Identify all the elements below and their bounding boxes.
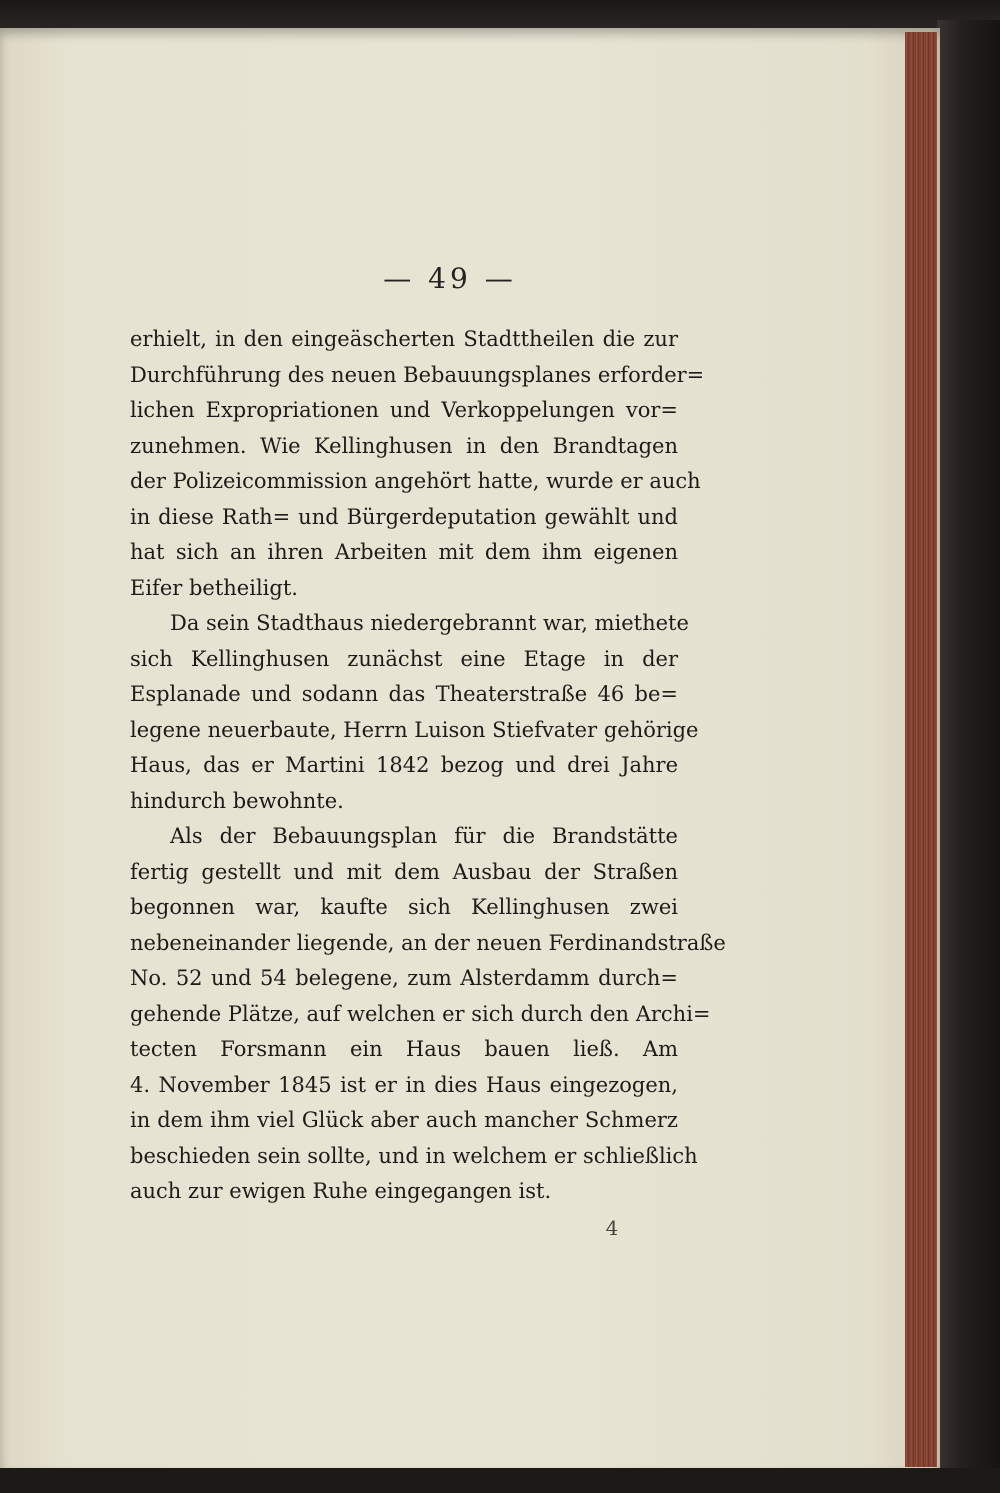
paragraph-2: [130, 606, 699, 819]
text-line: legene neuerbaute, Herrn Luison Stiefvater gehörige: [130, 717, 699, 742]
text-line: fertig gestellt und mit dem Ausbau der Straßen: [130, 859, 678, 884]
text-line: auch zur ewigen Ruhe eingegangen ist.: [130, 1179, 552, 1203]
paragraph-1: [130, 322, 705, 606]
text-line: zunehmen. Wie Kellinghusen in den Brandtagen: [130, 433, 678, 458]
text-line: Haus, das er Martini 1842 bezog und drei Jahre: [130, 753, 678, 777]
text-line: hat sich an ihren Arbeiten mit dem ihm eigenen: [130, 540, 678, 564]
book-cover-right: [937, 20, 1000, 1493]
paragraph-3: [130, 819, 726, 1210]
text-line: lichen Expropriationen und Verkoppelungen vor=: [130, 398, 678, 422]
text-line: tecten Forsmann ein Haus bauen ließ. Am: [130, 1037, 678, 1061]
book-cover-top: [0, 0, 1000, 30]
text-line: erhielt, in den eingeäscherten Stadttheilen die zur: [130, 327, 678, 351]
text-line: Da sein Stadthaus niedergebrannt war, miethete: [170, 611, 689, 635]
text-line: hindurch bewohnte.: [130, 788, 344, 813]
text-line: in diese Rath= und Bürgerdeputation gewählt und: [130, 504, 678, 529]
signature-mark: 4: [605, 1216, 619, 1240]
text-line: begonnen war, kaufte sich Kellinghusen zwei: [130, 895, 678, 919]
text-line: 4. November 1845 ist er in dies Haus eingezogen,: [130, 1072, 678, 1097]
text-line: Durchführung des neuen Bebauungsplanes erforder=: [130, 362, 705, 387]
body-text: [130, 322, 726, 1210]
text-line: gehende Plätze, auf welchen er sich durch den Archi=: [130, 1001, 711, 1026]
text-line: Eifer betheiligt.: [130, 575, 298, 600]
text-line: nebeneinander liegende, an der neuen Ferdinandstraße: [130, 930, 726, 955]
text-line: beschieden sein sollte, und in welchem er schließlich: [130, 1143, 698, 1168]
text-line: Esplanade und sodann das Theaterstraße 46 be=: [130, 682, 678, 706]
text-line: der Polizeicommission angehört hatte, wurde er auch: [130, 469, 701, 493]
text-line: sich Kellinghusen zunächst eine Etage in der: [130, 646, 678, 671]
text-line: in dem ihm viel Glück aber auch mancher Schmerz: [130, 1108, 678, 1132]
page-edges: [905, 32, 937, 1467]
book-cover-bottom: [0, 1468, 1000, 1493]
page-number: — 49 —: [383, 262, 517, 295]
text-line: Als der Bebauungsplan für die Brandstätte: [170, 824, 678, 848]
text-line: No. 52 und 54 belegene, zum Alsterdamm durch=: [130, 966, 678, 990]
